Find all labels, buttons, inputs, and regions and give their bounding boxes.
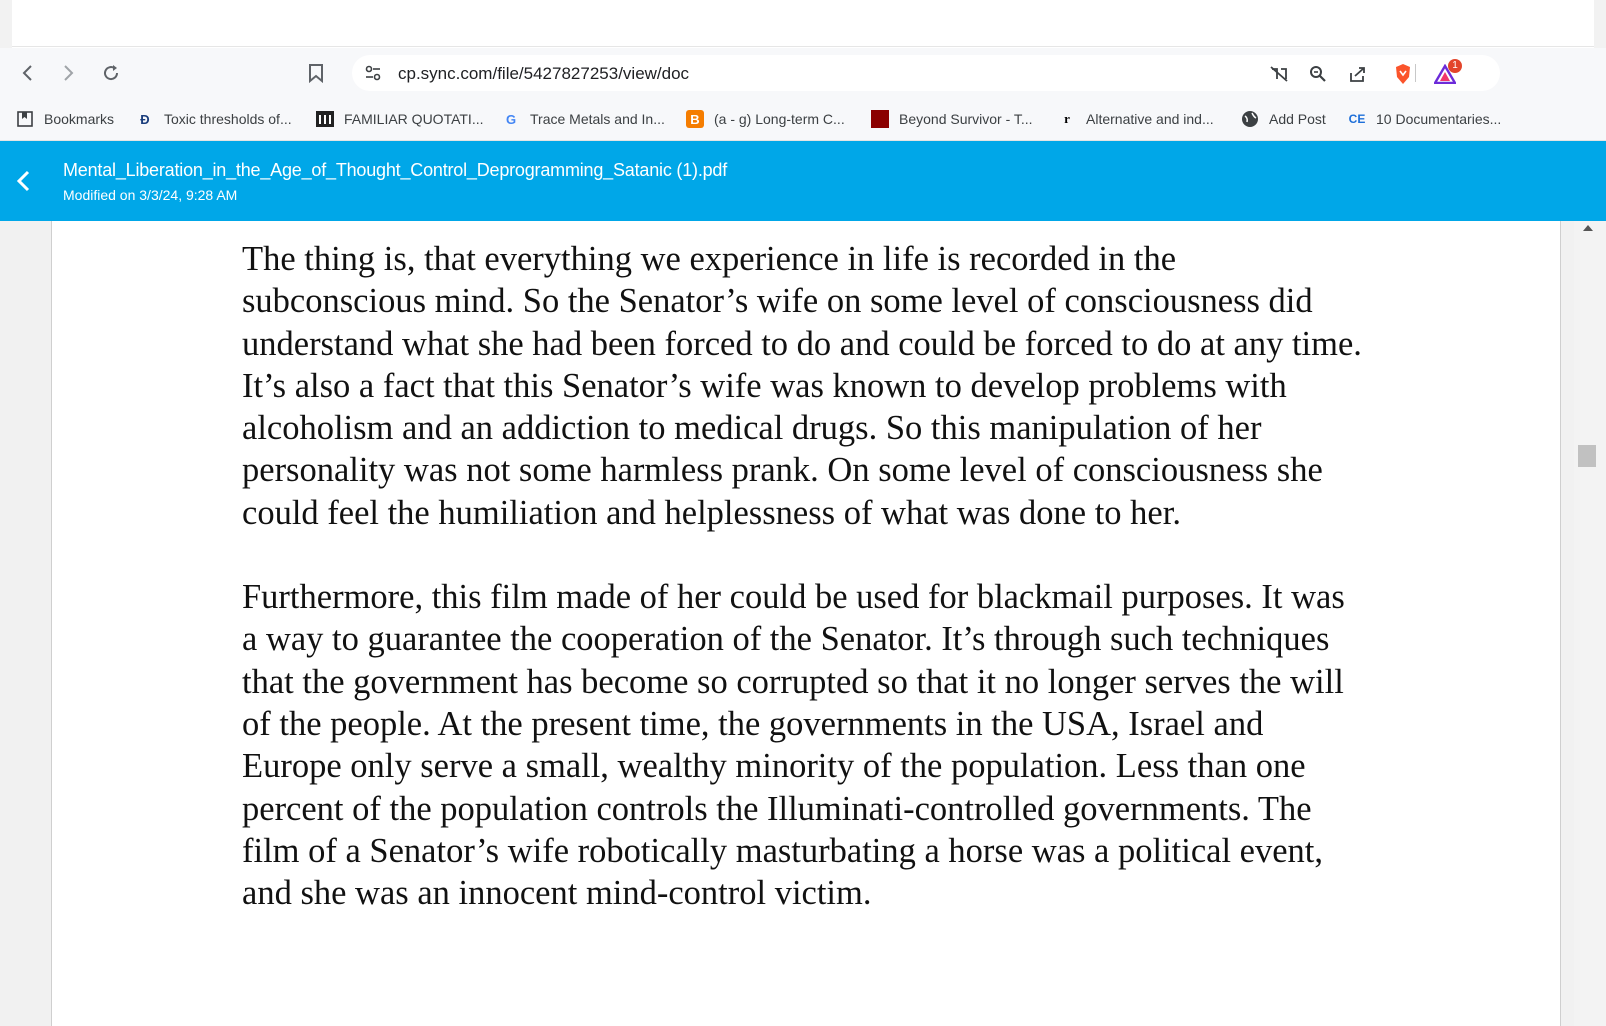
pdf-page <box>51 221 1561 1026</box>
bookmark-item-toxic-thresholds[interactable]: Ð Toxic thresholds of... <box>136 109 292 129</box>
file-name: Mental_Liberation_in_the_Age_of_Thought_Control_Deprogramming_Satanic (1).pdf <box>63 160 728 180</box>
no-cast-icon[interactable] <box>1268 63 1290 85</box>
window-edge-right <box>1594 0 1606 48</box>
bookmarks-bar <box>0 98 1606 141</box>
back-arrow-icon[interactable] <box>14 169 34 193</box>
file-modified-date: Modified on 3/3/24, 9:28 AM <box>63 187 238 203</box>
site-settings-icon[interactable] <box>364 64 382 82</box>
brave-rewards-icon[interactable] <box>1434 60 1458 85</box>
share-icon[interactable] <box>1347 63 1369 85</box>
site-icon <box>871 110 889 128</box>
bookmark-item-trace-metals[interactable]: G Trace Metals and In... <box>502 109 665 129</box>
bookmark-item-documentaries[interactable]: CE 10 Documentaries... <box>1348 111 1502 127</box>
bookmark-item-familiar-quotations[interactable]: FAMILIAR QUOTATI... <box>316 109 484 129</box>
chevron-right-icon <box>61 64 75 82</box>
bookmark-item-alternative[interactable]: r Alternative and ind... <box>1058 109 1214 129</box>
brave-shield-icon[interactable] <box>1392 63 1414 85</box>
reload-icon <box>101 63 121 83</box>
site-icon: r <box>1064 111 1070 126</box>
page-text <box>242 238 1362 956</box>
document-viewer[interactable] <box>0 221 1606 1026</box>
file-viewer-header <box>0 141 1606 221</box>
reload-button[interactable] <box>97 59 125 87</box>
bookmark-icon <box>308 63 324 83</box>
forward-button[interactable] <box>54 59 82 87</box>
chevron-left-icon <box>21 64 35 82</box>
google-icon: G <box>505 111 517 127</box>
blogger-icon: B <box>686 110 704 128</box>
site-icon: Ð <box>140 111 150 127</box>
scrollbar-thumb[interactable] <box>1578 445 1596 467</box>
browser-toolbar <box>0 48 1606 98</box>
window-edge-left <box>0 0 12 48</box>
active-tab-area <box>12 0 1594 47</box>
back-button[interactable] <box>14 59 42 87</box>
zoom-icon[interactable] <box>1307 63 1329 85</box>
url-text[interactable]: cp.sync.com/file/5427827253/view/doc <box>398 64 690 83</box>
address-bar[interactable] <box>352 55 1500 91</box>
site-icon: CE <box>1348 112 1366 126</box>
bookmark-item-bookmarks[interactable]: Bookmarks <box>16 109 114 129</box>
scroll-up-arrow-icon[interactable] <box>1583 225 1593 231</box>
bookmark-item-beyond-survivor[interactable]: Beyond Survivor - T... <box>871 109 1033 129</box>
bookmarks-icon <box>16 110 34 128</box>
vertical-scrollbar[interactable] <box>1574 221 1606 1026</box>
library-icon <box>316 110 334 128</box>
bookmark-item-long-term[interactable]: B (a - g) Long-term C... <box>686 109 845 129</box>
browser-tab-strip <box>0 0 1606 48</box>
bookmark-page-button[interactable] <box>302 59 330 87</box>
paragraph: The thing is, that everything we experience in life is recorded in the subconscious mind. So the Senator’s wife on some level of consciousness did understand what she had been forced to do and could be forced to do at any time. It’s also a fact that this Senator’s wife was known to develop problems with alcoholism and an addiction to medical drugs. So this manipulation of her personality was not some harmless prank. On some level of consciousness she could feel the humiliation and helplessness of what was done to her. <box>242 240 1362 532</box>
toolbar-divider <box>1415 64 1416 82</box>
globe-icon <box>1241 110 1259 128</box>
notification-badge: 1 <box>1448 59 1462 73</box>
paragraph: Furthermore, this film made of her could be used for blackmail purposes. It was a way to guarantee the cooperation of the Senator. It’s through such techniques that the government has become so corrupted so that it no longer serves the will of the people. At the present time, the governments in the USA, Israel and Europe only serve a small, wealthy minority of the population. Less than one percent of the population controls the Illuminati-controlled governments. The film of a Senator’s wife robotically masturbating a horse was a political event, and she was an innocent mind-control victim. <box>242 578 1345 913</box>
bookmark-item-add-post[interactable]: Add Post <box>1241 109 1326 129</box>
